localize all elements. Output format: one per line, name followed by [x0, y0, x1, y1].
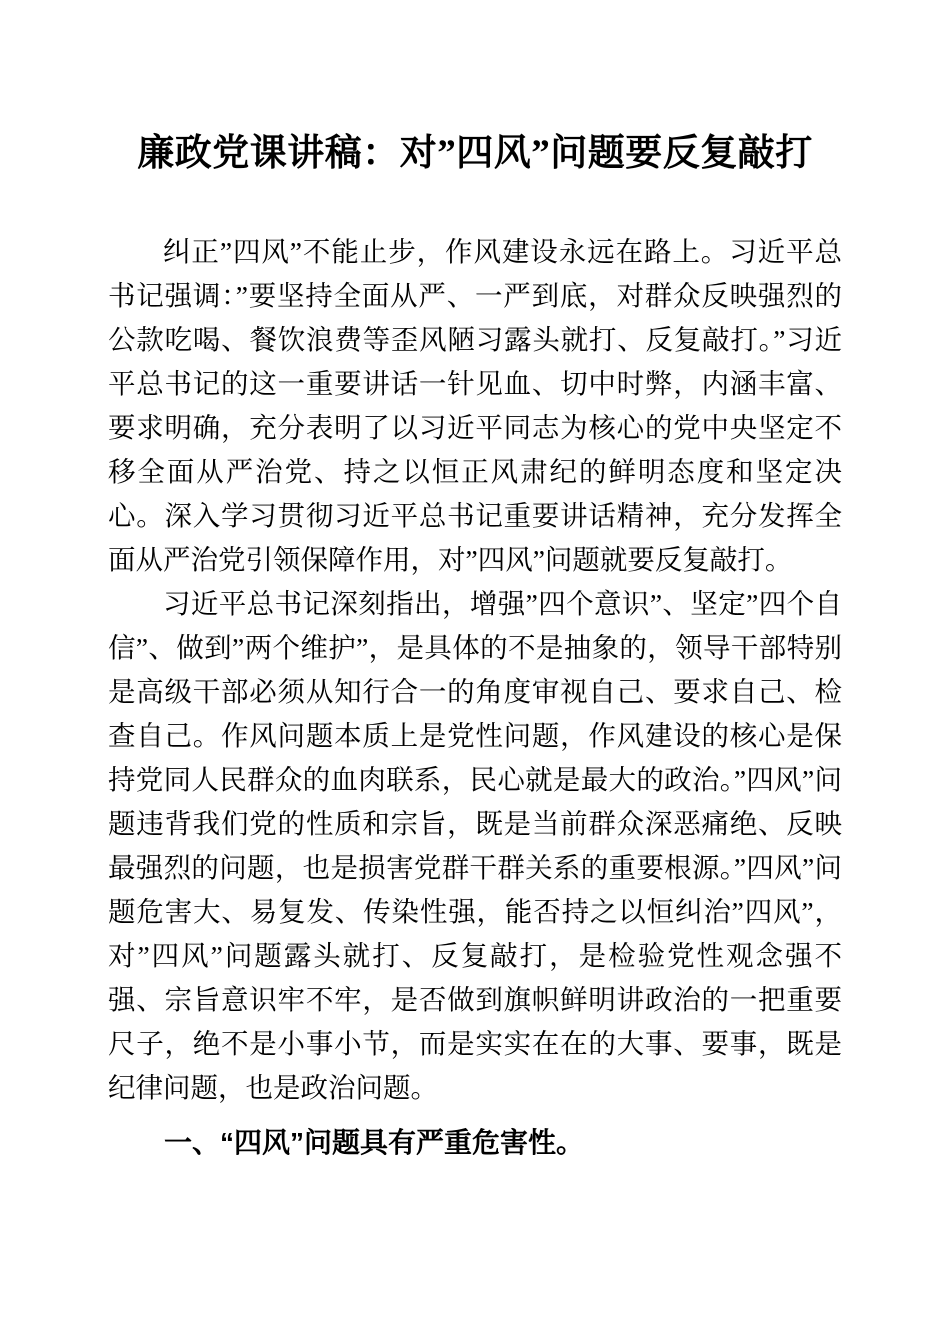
document-title: 廉政党课讲稿：对”四风”问题要反复敲打: [137, 133, 813, 174]
document-body: [108, 230, 842, 1166]
body-paragraph: 纠正”四风”不能止步，作风建设永远在路上。习近平总书记强调：”要坚持全面从严、一严到底，对群众反映强烈的公款吃喝、餐饮浪费等歪风陋习露头就打、反复敲打。”习近平总书记的这一重要讲话一针见血、切中时弊，内涵丰富、要求明确，充分表明了以习近平同志为核心的党中央坚定不移全面从严治党、持之以恒正风肃纪的鲜明态度和坚定决心。深入学习贯彻习近平总书记重要讲话精神，充分发挥全面从严治党引领保障作用，对”四风”问题就要反复敲打。: [108, 236, 842, 575]
body-paragraph: 习近平总书记深刻指出，增强”四个意识”、坚定”四个自信”、做到”两个维护”，是具体的不是抽象的，领导干部特别是高级干部必须从知行合一的角度审视自己、要求自己、检查自己。作风问题本质上是党性问题，作风建设的核心是保持党同人民群众的血肉联系，民心就是最大的政治。”四风”问题违背我们党的性质和宗旨，既是当前群众深恶痛绝、反映最强烈的问题，也是损害党群干群关系的重要根源。”四风”问题危害大、易复发、传染性强，能否持之以恒纠治”四风”，对”四风”问题露头就打、反复敲打，是检验党性观念强不强、宗旨意识牢不牢，是否做到旗帜鲜明讲政治的一把重要尺子，绝不是小事小节，而是实实在在的大事、要事，既是纪律问题，也是政治问题。: [108, 588, 842, 1103]
section-heading: 一、“四风”问题具有严重危害性。: [164, 1127, 585, 1158]
